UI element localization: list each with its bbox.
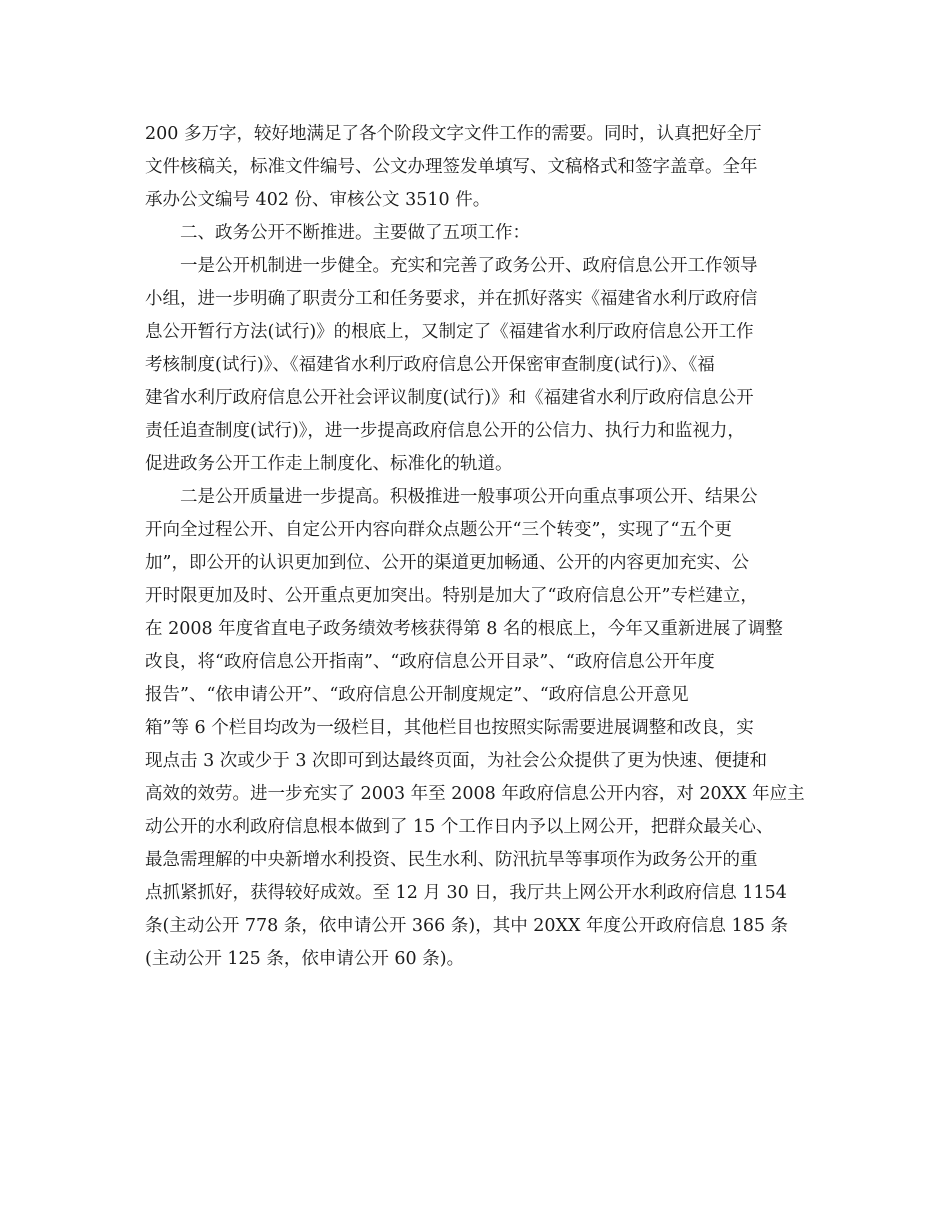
text-line: 高效的效劳。进一步充实了 2003 年至 2008 年政府信息公开内容，对 20XX 年应主: [145, 784, 805, 804]
text-line: 在 2008 年度省直电子政务绩效考核获得第 8 名的根底上，今年又重新进展了调整: [145, 619, 783, 639]
text-line: 二是公开质量进一步提高。积极推进一般事项公开向重点事项公开、结果公: [180, 487, 758, 507]
text-line: 箱”等 6 个栏目均改为一级栏目，其他栏目也按照实际需要进展调整和改良，实: [145, 718, 754, 738]
text-line: 承办公文编号 402 份、审核公文 3510 件。: [145, 190, 491, 210]
text-line: 小组，进一步明确了职责分工和任务要求，并在抓好落实《福建省水利厅政府信: [145, 289, 758, 309]
text-line: 改良，将“政府信息公开指南”、“政府信息公开目录”、“政府信息公开年度: [145, 652, 715, 672]
text-line: 最急需理解的中央新增水利投资、民生水利、防汛抗旱等事项作为政务公开的重: [145, 850, 758, 870]
text-line: 息公开暂行方法(试行)》的根底上，又制定了《福建省水利厅政府信息公开工作: [145, 322, 754, 342]
body-text: [145, 118, 810, 976]
text-line: 一是公开机制进一步健全。充实和完善了政务公开、政府信息公开工作领导: [180, 256, 758, 276]
text-line: 文件核稿关，标准文件编号、公文办理签发单填写、文稿格式和签字盖章。全年: [145, 157, 758, 177]
text-line: 点抓紧抓好，获得较好成效。至 12 月 30 日，我厅共上网公开水利政府信息 1154: [145, 883, 787, 903]
text-line: 责任追查制度(试行)》，进一步提高政府信息公开的公信力、执行力和监视力，: [145, 421, 745, 441]
text-line: 开时限更加及时、公开重点更加突出。特别是加大了“政府信息公开”专栏建立，: [145, 586, 758, 606]
text-line: 开向全过程公开、自定公开内容向群众点题公开“三个转变”，实现了“五个更: [145, 520, 732, 540]
text-line: 考核制度(试行)》、《福建省水利厅政府信息公开保密审查制度(试行)》、《福: [145, 355, 715, 375]
text-line: 现点击 3 次或少于 3 次即可到达最终页面，为社会公众提供了更为快速、便捷和: [145, 751, 768, 771]
text-line: 200 多万字，较好地满足了各个阶段文字文件工作的需要。同时，认真把好全厅: [145, 124, 762, 144]
text-line: 条(主动公开 778 条，依申请公开 366 条)，其中 20XX 年度公开政府信息 185 条: [145, 916, 789, 936]
text-line: 报告”、“依申请公开”、“政府信息公开制度规定”、“政府信息公开意见: [145, 685, 689, 705]
text-line: 二、政务公开不断推进。主要做了五项工作：: [180, 223, 530, 243]
text-line: 动公开的水利政府信息根本做到了 15 个工作日内予以上网公开，把群众最关心、: [145, 817, 774, 837]
text-line: 促进政务公开工作走上制度化、标准化的轨道。: [145, 454, 513, 474]
text-line: (主动公开 125 条，依申请公开 60 条)。: [145, 949, 465, 969]
text-line: 加”，即公开的认识更加到位、公开的渠道更加畅通、公开的内容更加充实、公: [145, 553, 749, 573]
text-line: 建省水利厅政府信息公开社会评议制度(试行)》和《福建省水利厅政府信息公开: [145, 388, 754, 408]
